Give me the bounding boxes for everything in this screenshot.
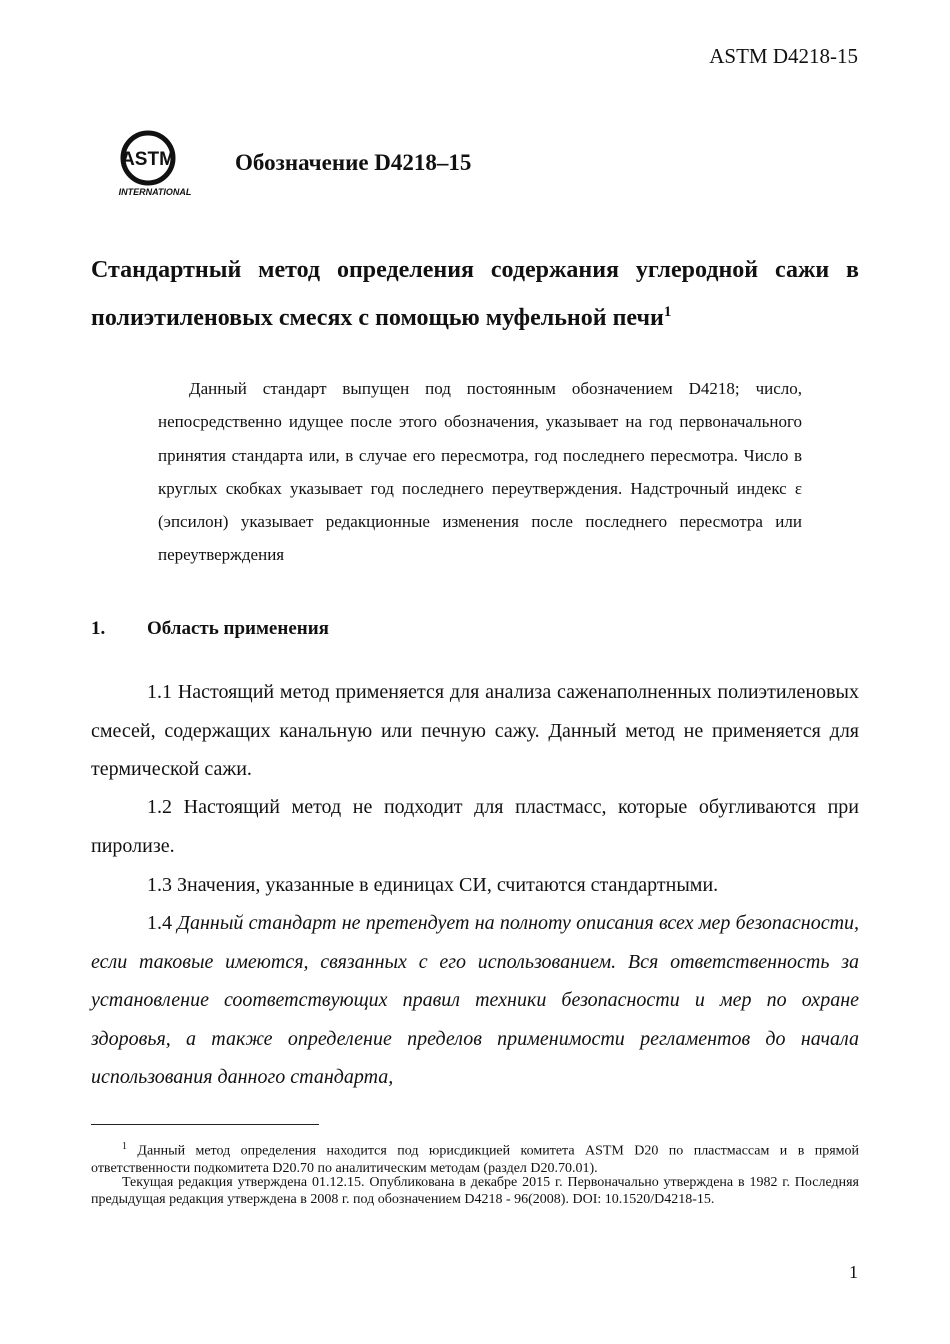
paragraph-number: 1.2 bbox=[147, 796, 172, 818]
footnote-text: Данный метод определения находится под юрисдикцией комитета ASTM D20 по пластмассам и в прямой ответственности подкомитета D20.70 по аналитическим методам (раздел D20.70.01). bbox=[91, 1143, 859, 1176]
logo-text-top: ASTM bbox=[121, 149, 175, 170]
section-title: Область применения bbox=[147, 618, 329, 639]
paragraph-1-3 bbox=[91, 866, 859, 905]
paragraph-1-2 bbox=[91, 788, 859, 865]
footnote-mark: 1 bbox=[122, 1141, 127, 1152]
paragraph-number: 1.4 bbox=[147, 912, 172, 934]
footnote-1 bbox=[91, 1138, 859, 1177]
paragraph-text-italic: Данный стандарт не претендует на полноту описания всех мер безопасности, если таковые имеются, связанных с его использованием. Вся ответственность за установление соответствующих правил техники безопасности и мер по охране здоровья, а также определение пределов применимости регламентов до начала использования данного стандарта, bbox=[91, 912, 860, 1088]
paragraph-text: Значения, указанные в единицах СИ, считаются стандартными. bbox=[177, 874, 719, 896]
paragraph-text: Настоящий метод применяется для анализа саженаполненных полиэтиленовых смесей, содержащих канальную или печную сажу. Данный метод не применяется для термической сажи. bbox=[91, 681, 859, 780]
paragraph-number: 1.3 bbox=[147, 874, 172, 896]
notice-paragraph: Данный стандарт выпущен под постоянным обозначением D4218; число, непосредственно идущее после этого обозначения, указывает на год первоначального принятия стандарта или, в случае его пересмотра, год последнего пересмотра. Число в круглых скобках указывает год последнего переутверждения. Надстрочный индекс ε (эпсилон) указывает редакционные изменения после последнего пересмотра или переутверждения bbox=[158, 379, 802, 565]
paragraph-text: Настоящий метод не подходит для пластмасс, которые обугливаются при пиролизе. bbox=[91, 796, 859, 857]
astm-logo bbox=[112, 128, 198, 200]
header-doc-code: ASTM D4218-15 bbox=[709, 44, 858, 68]
footnote-2: Текущая редакция утверждена 01.12.15. Опубликована в декабре 2015 г. Первоначально утверждена в 1982 г. Последняя предыдущая редакция утверждена в 2008 г. под обозначением D4218 - 96(2008). DOI: 10.1520/D4218-15. bbox=[91, 1175, 859, 1207]
section-number: 1. bbox=[91, 618, 106, 639]
title-footnote-mark: 1 bbox=[663, 304, 672, 320]
paragraph-number: 1.1 bbox=[147, 681, 172, 703]
footnote-divider bbox=[91, 1124, 319, 1125]
logo-text-bottom: INTERNATIONAL bbox=[118, 187, 192, 197]
page-number: 1 bbox=[849, 1262, 858, 1282]
document-title bbox=[91, 249, 859, 339]
paragraph-1-4 bbox=[91, 904, 859, 1097]
title-text: Стандартный метод определения содержания углеродной сажи в полиэтиленовых смесях с помощью муфельной печи bbox=[91, 257, 859, 331]
designation: Обозначение D4218–15 bbox=[235, 150, 472, 175]
paragraph-1-1 bbox=[91, 673, 859, 789]
